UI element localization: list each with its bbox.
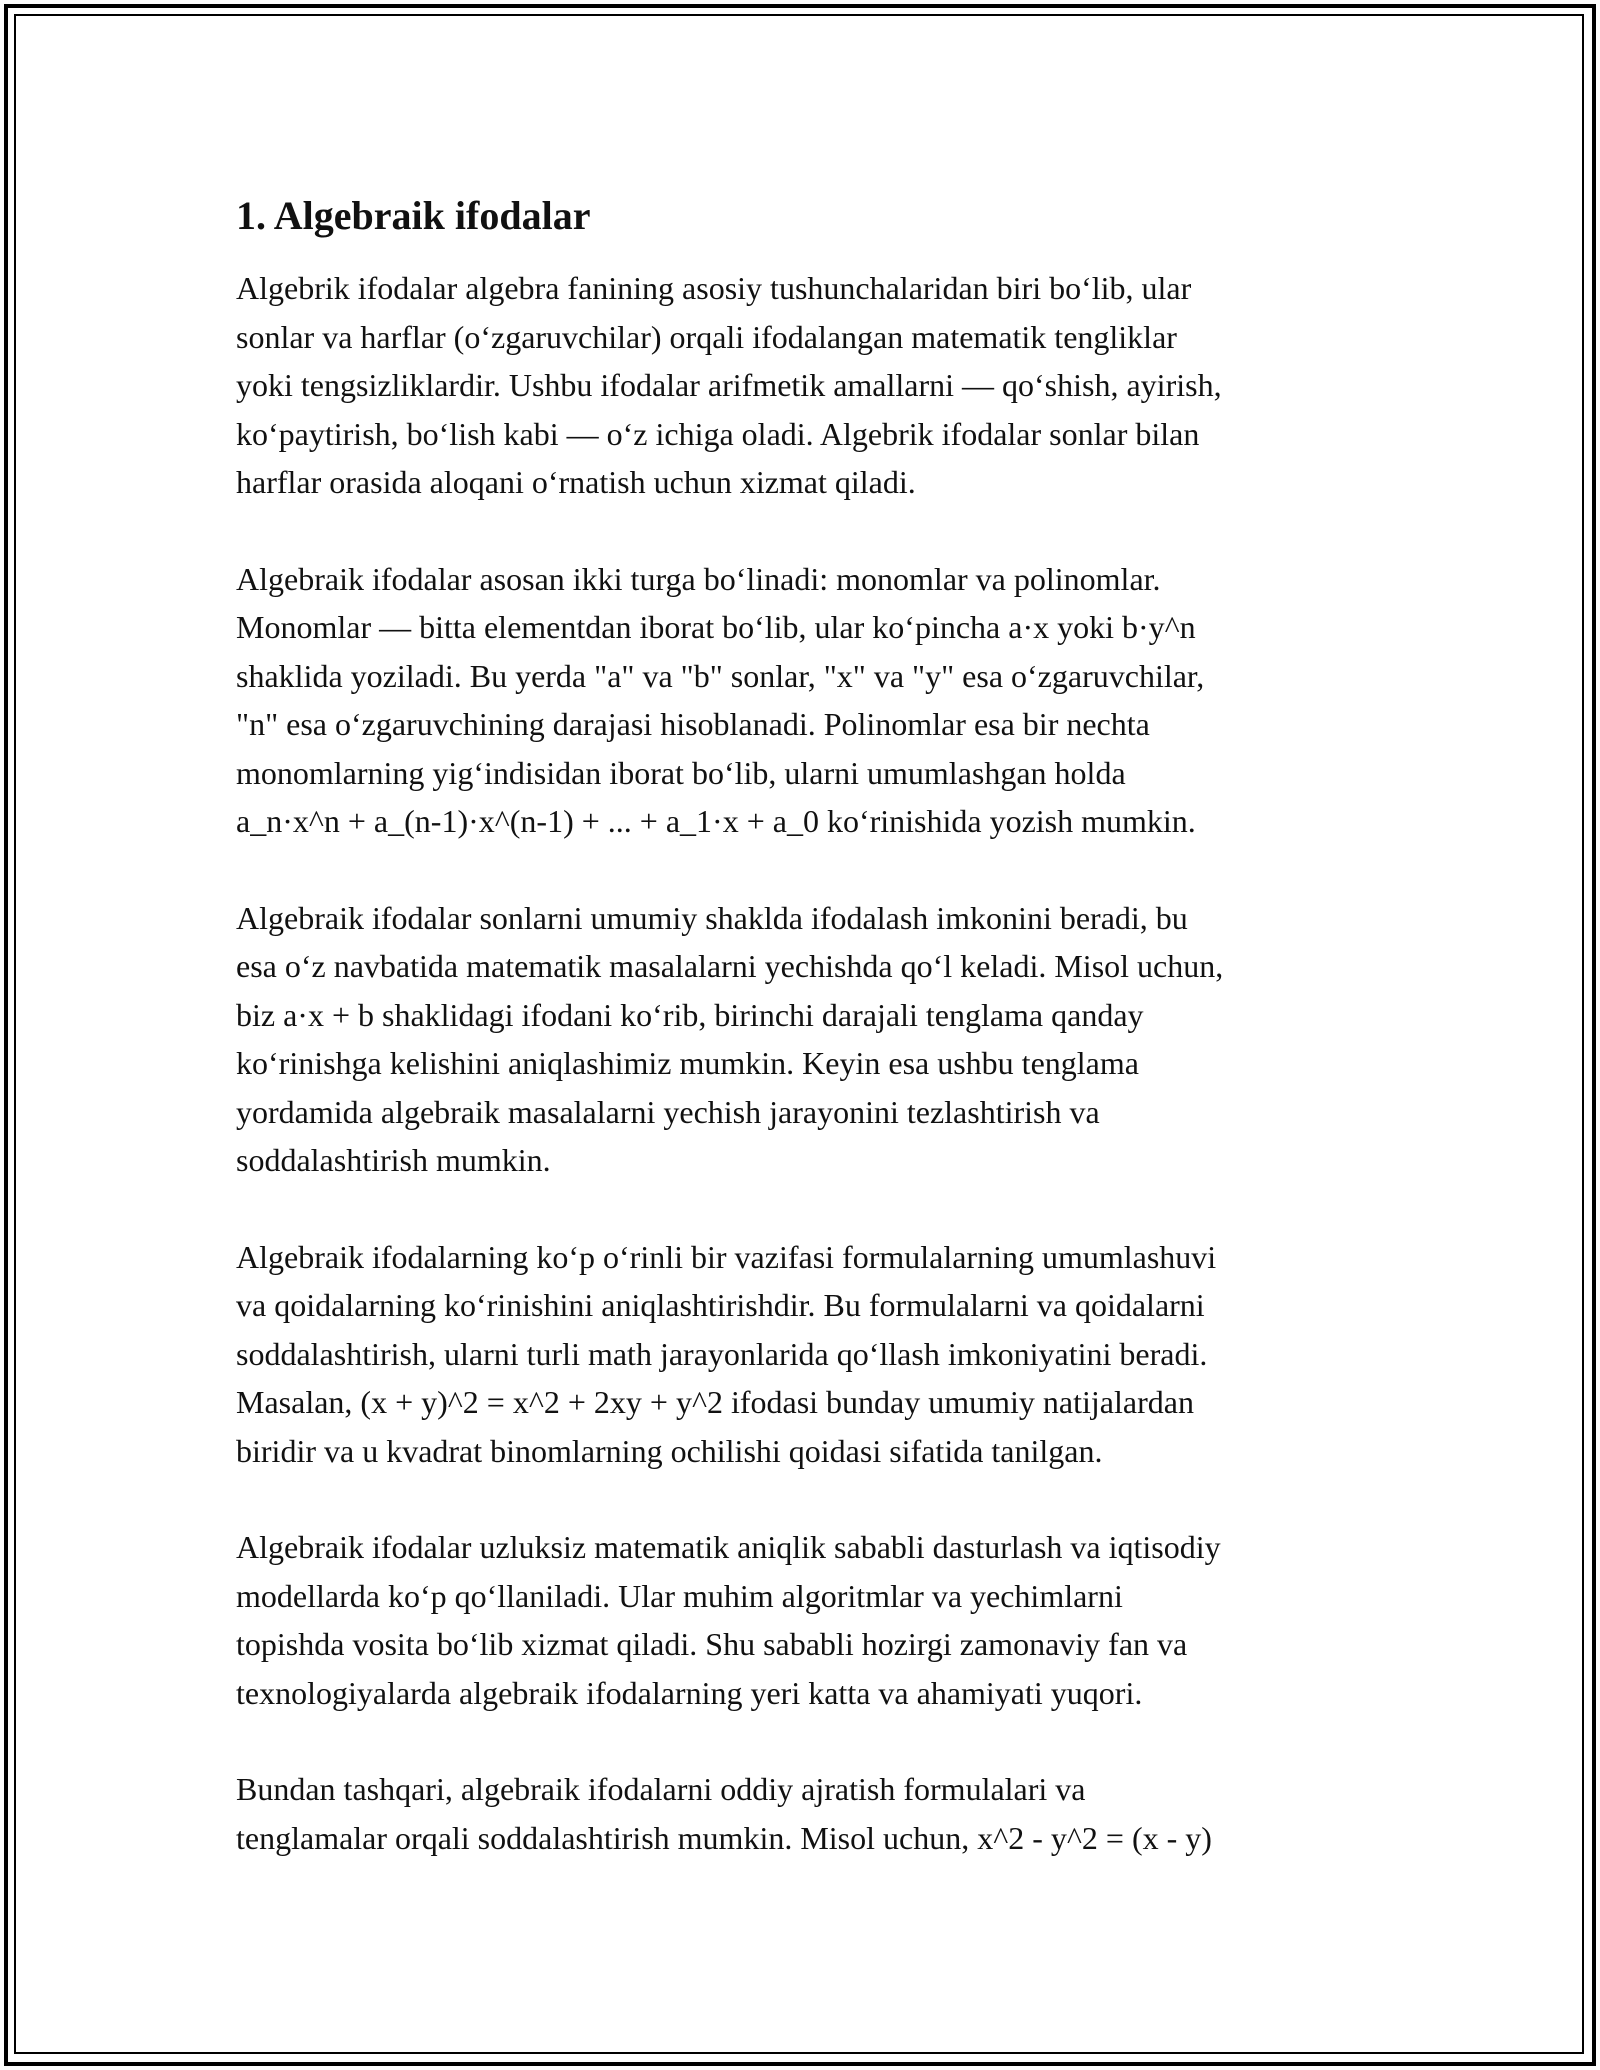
paragraph-formulas: Algebraik ifodalarning ko‘p o‘rinli bir vazifasi formulalarning umumlashuvi va qoidalarning ko‘rinishini aniqlashtirishdir. Bu formulalarni va qoidalarni soddalashtirish, ularni turli math jarayonlarida qo‘llash imkoniyatini beradi. Masalan, (x + y)^2 = x^2 + 2xy + y^2 ifodasi bunday umumiy natijalardan biridir va u kvadrat binomlarning ochilishi qoidasi sifatida tanilgan. [236,1238,1217,1469]
paragraph-applications: Algebraik ifodalar uzluksiz matematik aniqlik sababli dasturlash va iqtisodiy modellarda ko‘p qo‘llaniladi. Ular muhim algoritmlar va yechimlarni topishda vosita bo‘lib xizmat qiladi. Shu sababli hozirgi zamonaviy fan va texnologiyalarda algebraik ifodalarning yeri katta va ahamiyati yuqori. [236,1529,1221,1711]
paragraph-simplification: Bundan tashqari, algebraik ifodalarni oddiy ajratish formulalari va tenglamalar orqali soddalashtirish mumkin. Misol uchun, x^2 - y^2 = (x - y) [236,1771,1212,1856]
paragraph-general-form: Algebraik ifodalar sonlarni umumiy shaklda ifodalash imkonini beradi, bu esa o‘z navbatida matematik masalalarni yechishda qo‘l keladi. Misol uchun, biz a·x + b shaklidagi ifodani ko‘rib, birinchi darajali tenglama qanday ko‘rinishga kelishini aniqlashimiz mumkin. Keyin esa ushbu tenglama yordamida algebraik masalalarni yechish jarayonini tezlashtirish va soddalashtirish mumkin. [236,899,1224,1178]
paragraph-intro: Algebrik ifodalar algebra fanining asosiy tushunchalaridan biri bo‘lib, ular sonlar va harflar (o‘zgaruvchilar) orqali ifodalangan matematik tengliklar yoki tengsizliklardir. Ushbu ifodalar arifmetik amallarni — qo‘shish, ayirish, ko‘paytirish, bo‘lish kabi — o‘z ichiga oladi. Algebrik ifodalar sonlar bilan harflar orasida aloqani o‘rnatish uchun xizmat qiladi. [236,270,1222,500]
paragraph-monomials-polynomials: Algebraik ifodalar asosan ikki turga bo‘linadi: monomlar va polinomlar. Monomlar — bitta elementdan iborat bo‘lib, ular ko‘pincha a·x yoki b·y^n shaklida yoziladi. Bu yerda "a" va "b" sonlar, "x" va "y" esa o‘zgaruvchilar, "n" esa o‘zgaruvchining darajasi hisoblanadi. Polinomlar esa bir nechta monomlarning yig‘indisidan iborat bo‘lib, ularni umumlashgan holda a_n·x^n + a_(n-1)·x^(n-1) + ... + a_1·x + a_0 ko‘rinishida yozish mumkin. [236,560,1205,839]
section-heading: 1. Algebraik ifodalar [236,193,591,238]
document-body [236,188,1376,1910]
